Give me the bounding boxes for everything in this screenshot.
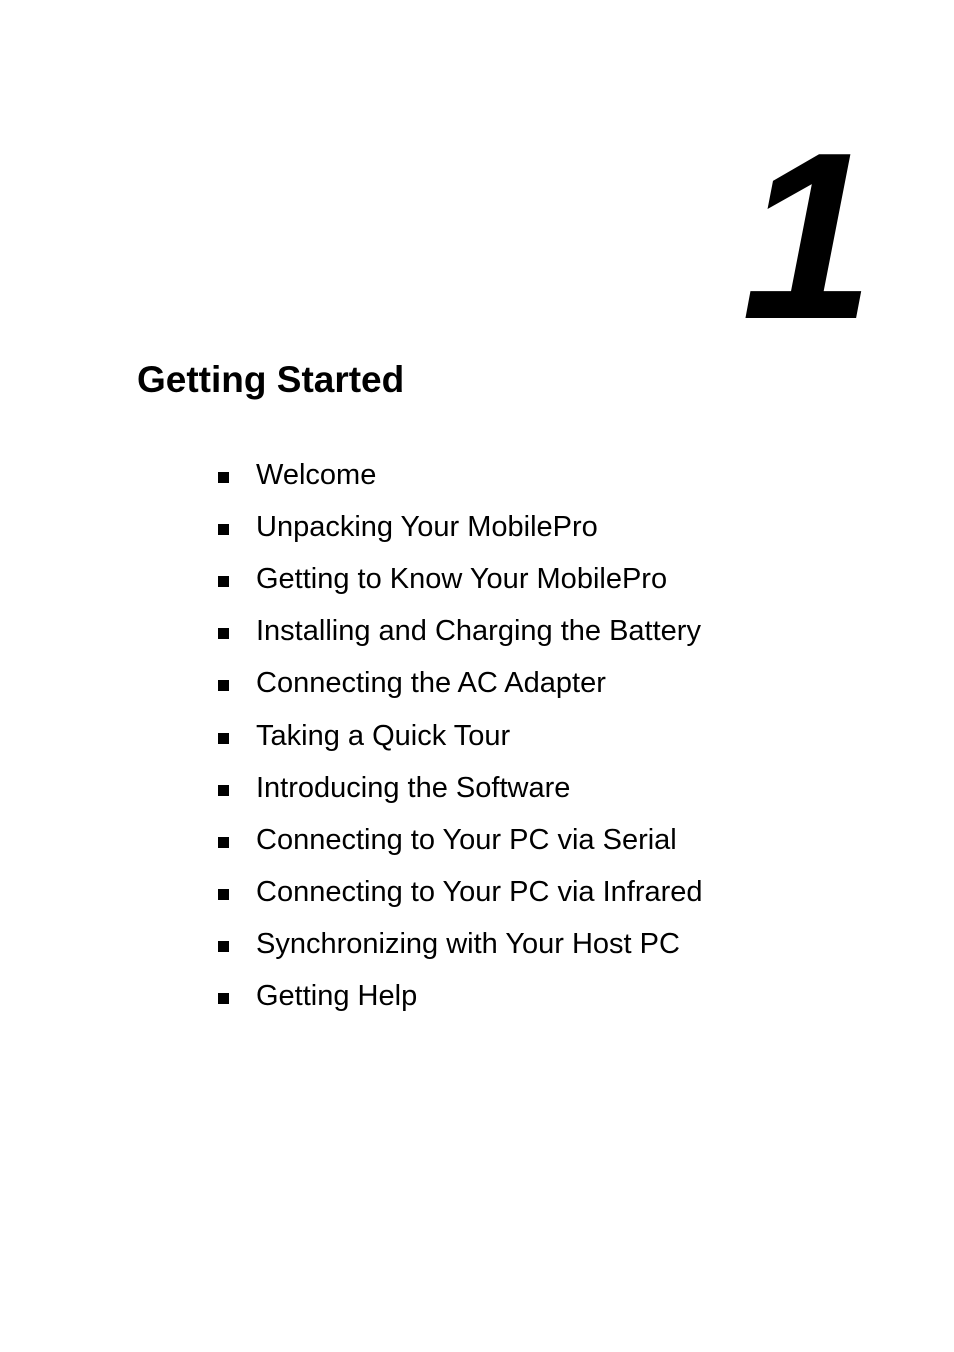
topic-item <box>218 501 703 553</box>
topic-label: Welcome <box>256 458 377 491</box>
topic-label: Getting to Know Your MobilePro <box>256 562 668 595</box>
square-bullet-icon <box>218 889 229 900</box>
topic-label: Installing and Charging the Battery <box>256 615 701 648</box>
square-bullet-icon <box>218 628 229 639</box>
chapter-title: Getting Started <box>137 359 405 400</box>
topic-item <box>218 449 703 501</box>
square-bullet-icon <box>218 785 229 796</box>
square-bullet-icon <box>218 941 229 952</box>
chapter-topic-list <box>218 449 703 1023</box>
topic-label: Connecting to Your PC via Infrared <box>256 876 703 909</box>
topic-item <box>218 710 703 762</box>
topic-label: Synchronizing with Your Host PC <box>256 928 680 961</box>
topic-label: Connecting to Your PC via Serial <box>256 823 677 856</box>
topic-item <box>218 553 703 605</box>
topic-item <box>218 867 703 919</box>
square-bullet-icon <box>218 680 229 691</box>
square-bullet-icon <box>218 524 229 535</box>
square-bullet-icon <box>218 576 229 587</box>
topic-item <box>218 658 703 710</box>
topic-item <box>218 919 703 971</box>
topic-label: Introducing the Software <box>256 771 571 804</box>
square-bullet-icon <box>218 472 229 483</box>
square-bullet-icon <box>218 837 229 848</box>
topic-label: Connecting the AC Adapter <box>256 667 606 700</box>
topic-label: Unpacking Your MobilePro <box>256 510 598 543</box>
topic-label: Getting Help <box>256 980 418 1013</box>
square-bullet-icon <box>218 733 229 744</box>
topic-item <box>218 814 703 866</box>
topic-item <box>218 762 703 814</box>
square-bullet-icon <box>218 993 229 1004</box>
chapter-number: 1 <box>741 104 870 369</box>
topic-label: Taking a Quick Tour <box>256 719 511 752</box>
topic-item <box>218 606 703 658</box>
topic-item <box>218 971 703 1023</box>
